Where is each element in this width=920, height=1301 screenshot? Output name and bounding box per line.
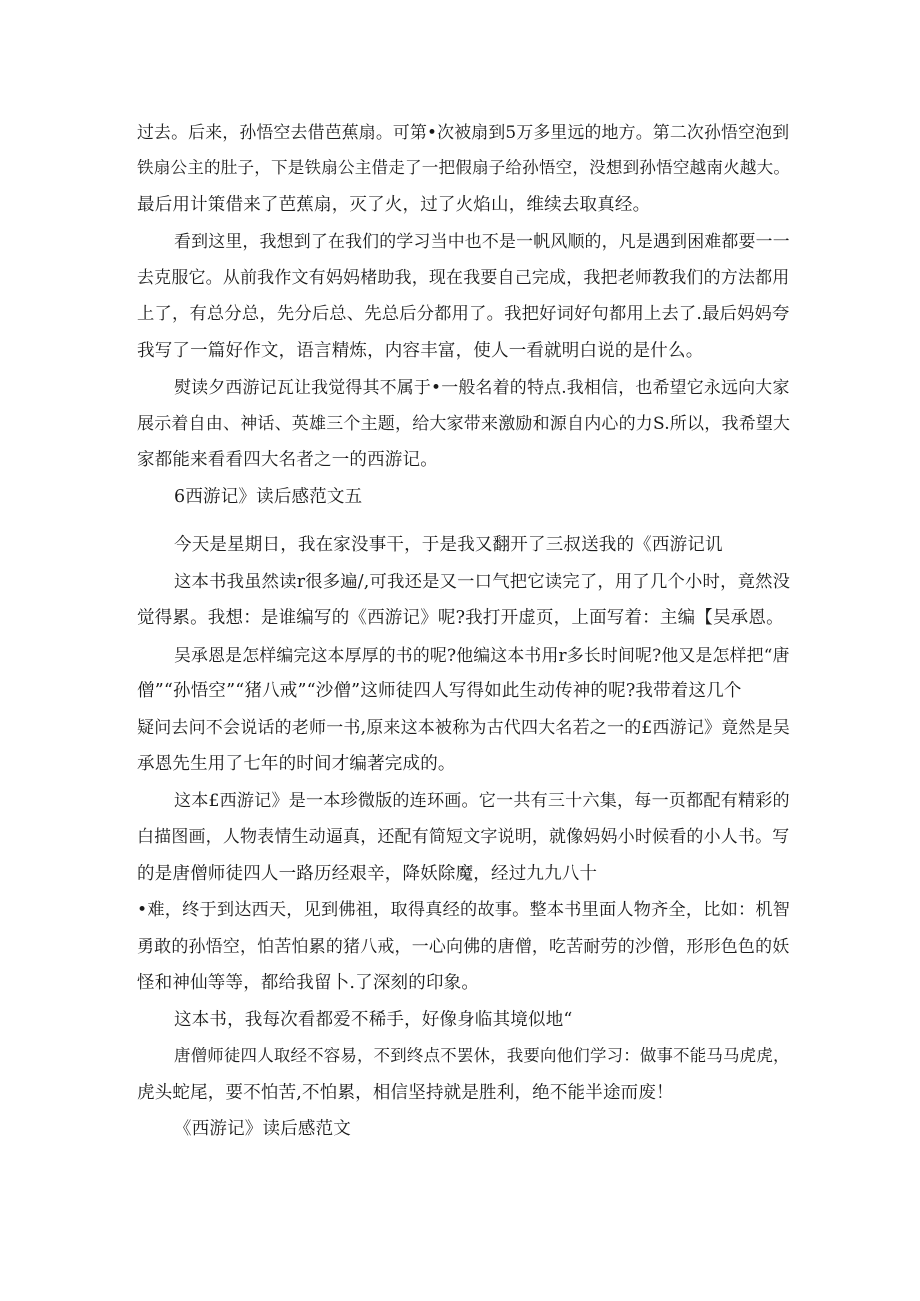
text-line: 今天是星期日，我在家没事干，于是我又翻开了三叔送我的《西游记讥 [174, 535, 723, 555]
text-line: 看到这里，我想到了在我们的学习当中也不是一帆风顺的，凡是遇到困难都要一一 [174, 231, 790, 251]
text-line: 承恩先生用了七年的时间才编著完成的。 [137, 754, 456, 774]
text-line: 这本£西游记》是一本珍微版的连环画。它一共有三十六集，每一页都配有精彩的 [174, 791, 790, 811]
text-line: 僧”“孙悟空”“猪八戒”“沙僧”这师徒四人写得如此生动传神的呢?我带着这几个 [137, 681, 742, 701]
text-line: 上了，有总分总，先分后总、先总后分都用了。我把好词好句都用上去了.最后妈妈夸 [137, 304, 790, 324]
text-line: 怪和神仙等等，都给我留卜.了深刻的印象。 [137, 973, 480, 993]
text-line: 这本书，我每次看都爱不稀手，好像身临其境似地“ [174, 1010, 573, 1030]
section-heading: 《西游记》读后感范文 [174, 1119, 351, 1139]
text-line: 铁扇公主的肚子，下是铁扇公主借走了一把假扇子给孙悟空，没想到孙悟空越南火越大。 [137, 158, 791, 177]
text-line: 最后用计策借来了芭蕉扇，灭了火，过了火焰山，维续去取真经。 [137, 195, 651, 215]
text-line: 勇敢的孙悟空，怕苦怕累的猪八戒，一心向佛的唐僧，吃苦耐劳的沙僧，形形色色的妖 [137, 937, 790, 957]
text-line: 疑问去问不会说话的老师一书,原来这本被称为古代四大名若之一的£西游记》竟然是吴 [137, 718, 791, 738]
text-line: 觉得累。我想：是谁编写的《西游记》呢?我打开虚页，上面写着：主编【吴承恩。 [137, 608, 784, 628]
text-line: 展示着自由、神话、英雄三个主题，给大家带来激励和源自内心的力S.所以，我希望大 [137, 414, 791, 434]
text-line: 家都能来看看四大名者之一的西游记。 [137, 450, 438, 470]
section-heading: 6西游记》读后感范文五 [174, 487, 363, 507]
text-line: 这本书我虽然读r很多遍/,可我还是又一口气把它读完了，用了几个小时，竟然没 [174, 572, 791, 592]
text-line: 我写了一篇好作文，语言精炼，内容丰富，使人一看就明白说的是什么。 [137, 341, 704, 361]
text-line: 过去。后来，孙悟空去借芭蕉扇。可第•次被扇到5万多里远的地方。第二次孙悟空泡到 [137, 122, 790, 142]
text-line: •难，终于到达西天，见到佛祖，取得真经的故事。整本书里面人物齐全，比如：机智 [137, 900, 791, 920]
text-line: 吴承恩是怎样编完这本厚厚的书的呢?他编这本书用r多长时间呢?他又是怎样把“唐 [174, 645, 790, 665]
text-line: 熨读夕西游记瓦让我觉得其不属于•一般名着的特点.我相信，也希望它永远向大家 [174, 377, 790, 397]
text-line: 虎头蛇尾，要不怕苦,不怕累，相信坚持就是胜利，绝不能半途而废！ [137, 1083, 674, 1103]
text-line: 的是唐僧师徒四人一路历经艰辛，降妖除魔，经过九九八十 [137, 864, 598, 884]
text-line: 唐僧师徒四人取经不容易，不到终点不罢休，我要向他们学习：做事不能马马虎虎， [174, 1046, 790, 1065]
text-line: 白描图画，人物表情生动逼真，还配有简短文字说明，就像妈妈小时候看的小人书。写 [137, 827, 790, 847]
text-line: 去克服它。从前我作文有妈妈楮助我，现在我要自己完成，我把老师教我们的方法都用 [137, 268, 790, 288]
